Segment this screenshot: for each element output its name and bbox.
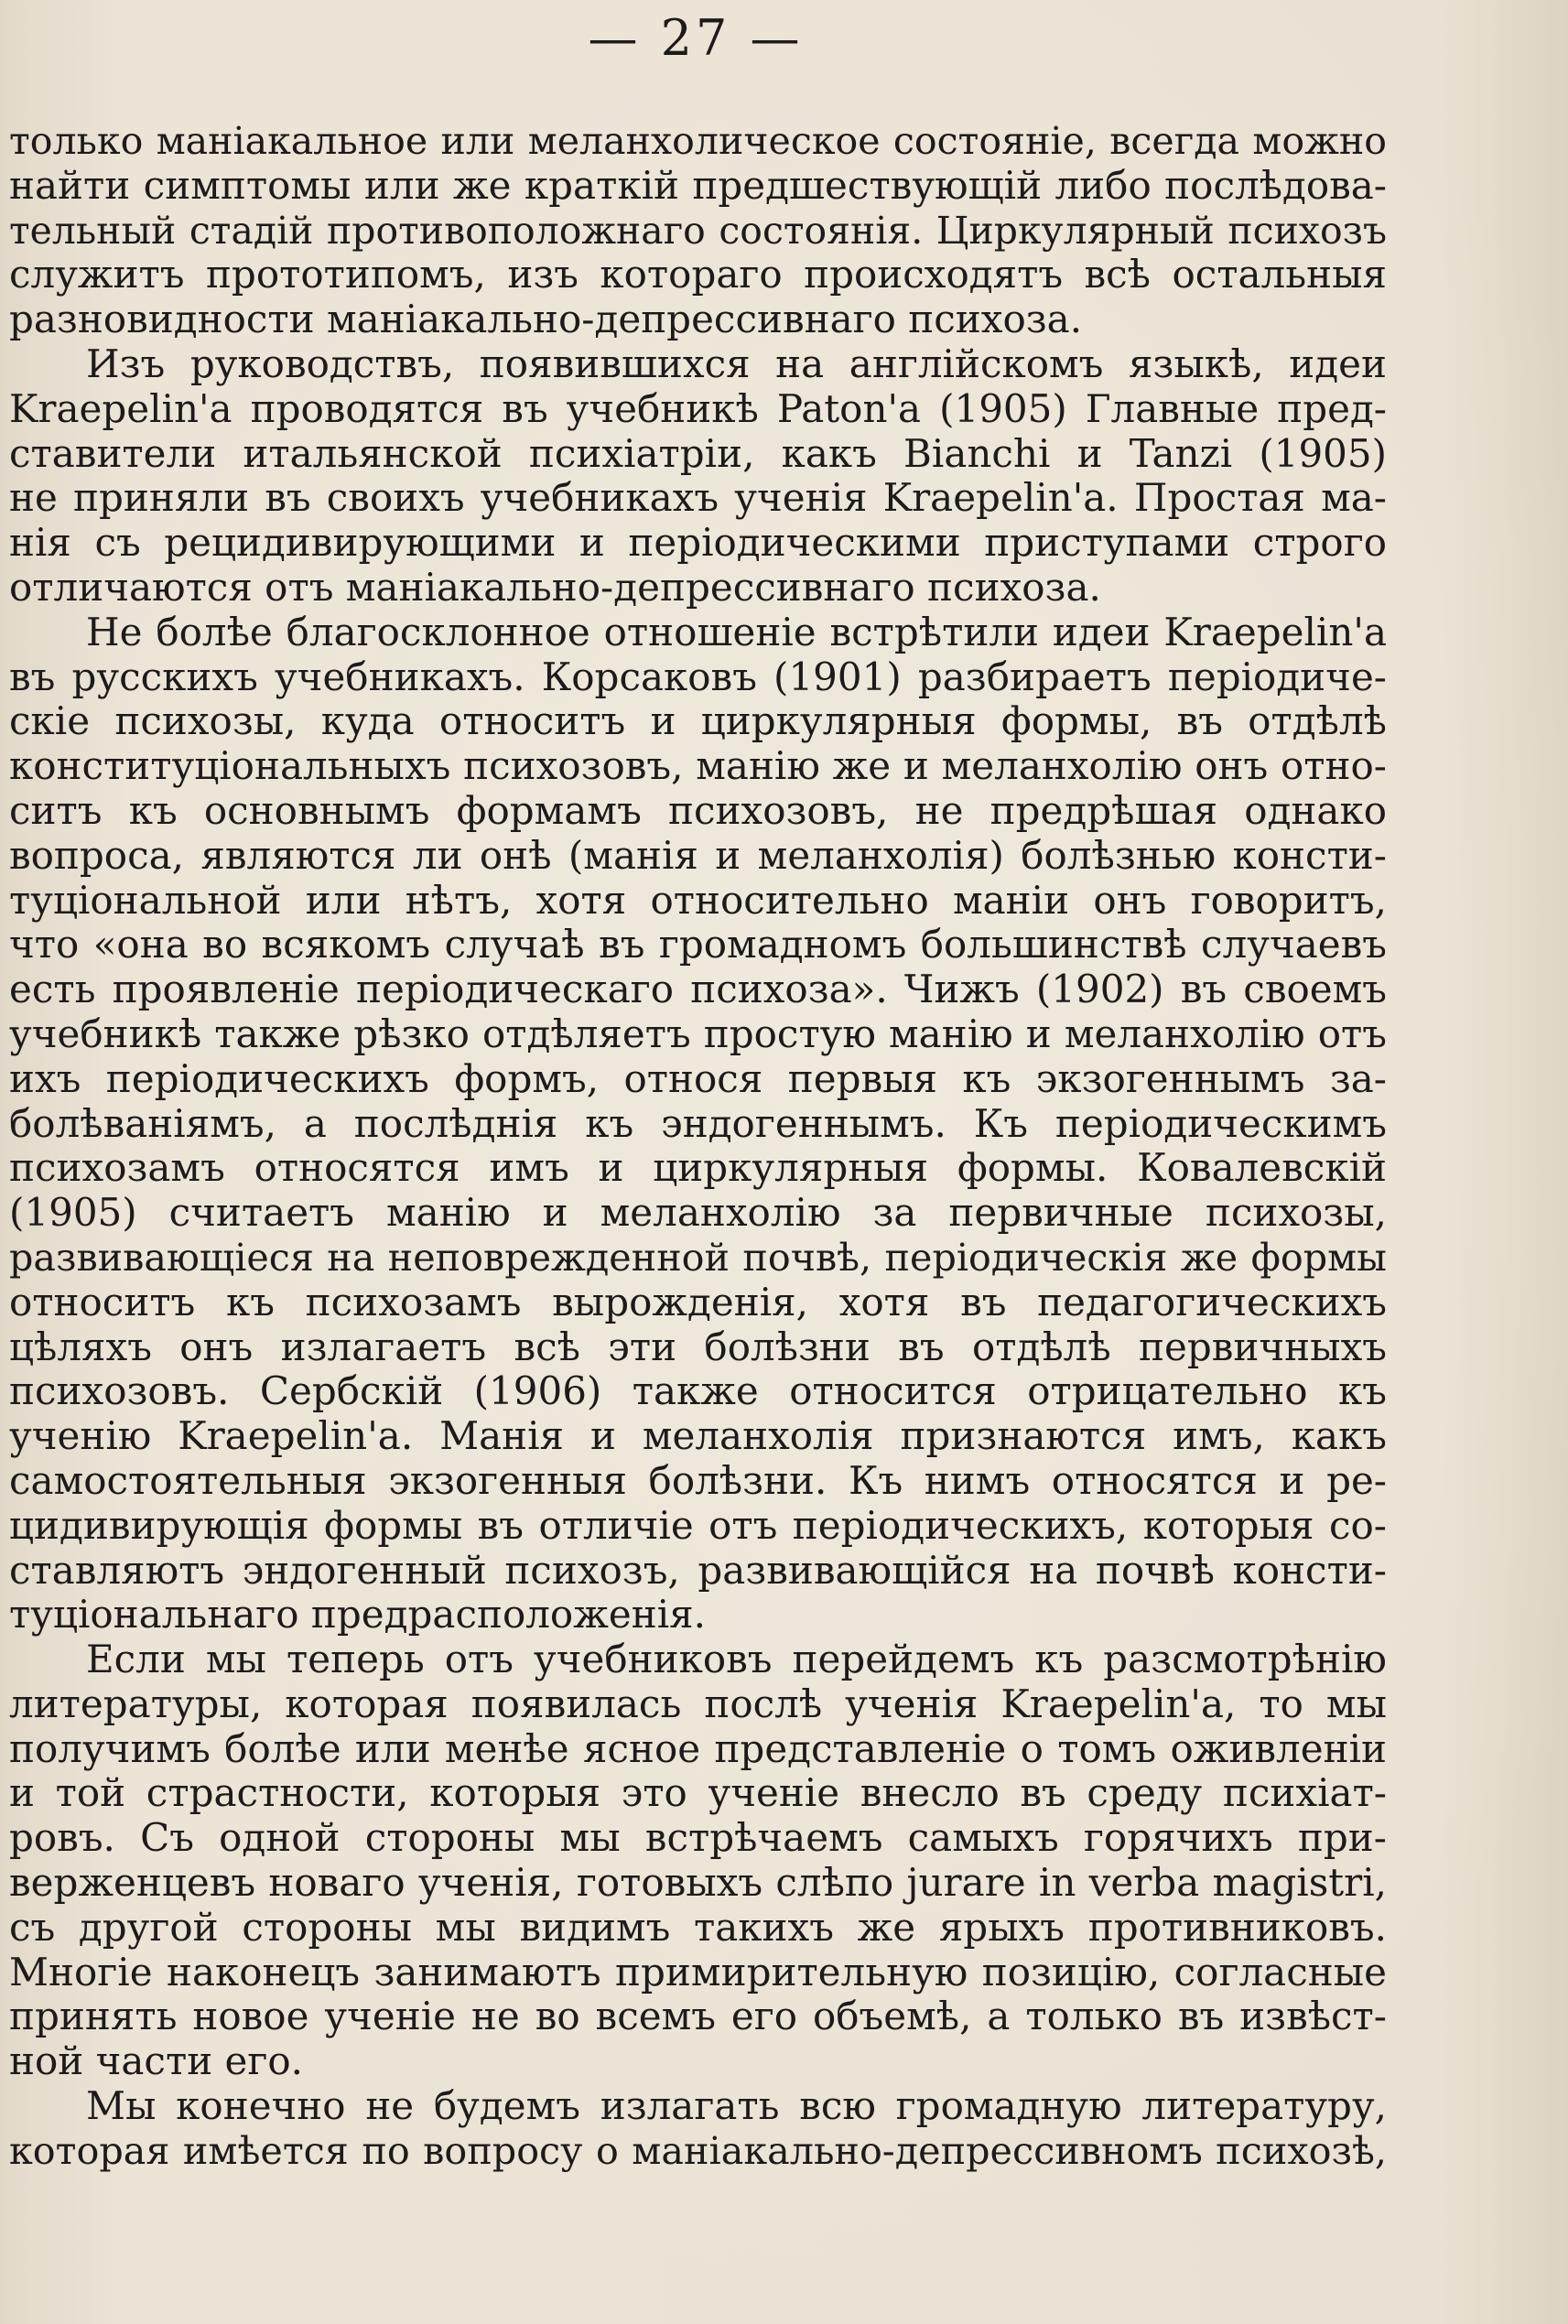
text-line: ихъ періодическихъ формъ, относя первыя къ экзогеннымъ за-	[9, 1055, 1387, 1101]
text-line: психозовъ. Сербскій (1906) также относится отрицательно къ	[9, 1368, 1387, 1414]
text-line: ровъ. Съ одной стороны мы встрѣчаемъ самыхъ горячихъ при-	[9, 1815, 1387, 1861]
text-line: служитъ прототипомъ, изъ котораго происходятъ всѣ остальныя	[9, 252, 1387, 297]
text-line: Многіе наконецъ занимаютъ примирительную позицію, согласные	[9, 1949, 1387, 1994]
text-line: развивающіеся на неповрежденной почвѣ, періодическія же формы	[9, 1235, 1387, 1280]
text-line: Мы конечно не будемъ излагать всю громадную литературу,	[86, 2083, 1387, 2129]
text-line: (1905) считаетъ манію и меланхолію за первичные психозы,	[9, 1190, 1387, 1236]
text-line: вопроса, являются ли онѣ (манія и меланхолія) болѣзнью консти-	[9, 832, 1387, 878]
text-line: въ русскихъ учебникахъ. Корсаковъ (1901) разбираетъ періодиче-	[9, 654, 1387, 699]
text-line: только маніакальное или меланхолическое состояніе, всегда можно	[9, 119, 1387, 163]
text-line: ставители итальянской психіатріи, какъ Bianchi и Tanzi (1905)	[9, 430, 1387, 476]
text-line: скіе психозы, куда относитъ и циркулярныя формы, въ отдѣлѣ	[9, 698, 1387, 744]
text-line: съ другой стороны мы видимъ такихъ же ярыхъ противниковъ.	[9, 1904, 1387, 1950]
text-line: литературы, которая появилась послѣ ученія Kraepelin'а, то мы	[9, 1681, 1387, 1726]
text-line: относитъ къ психозамъ вырожденія, хотя въ педагогическихъ	[9, 1279, 1387, 1324]
text-line: верженцевъ новаго ученія, готовыхъ слѣпо jurare in verba magistri,	[9, 1860, 1387, 1906]
paragraph	[9, 1638, 1387, 2084]
text-line: отличаются отъ маніакально-депрессивнаго психоза.	[9, 564, 1101, 610]
text-line: нія съ рецидивирующими и періодическими приступами строго	[9, 520, 1387, 566]
text-line: тельный стадій противоположнаго состоянія. Циркулярный психозъ	[9, 208, 1387, 253]
paragraph	[9, 119, 1387, 342]
text-line: болѣваніямъ, а послѣднія къ эндогеннымъ. Къ періодическимъ	[9, 1100, 1387, 1146]
page-number: — 27 —	[588, 9, 804, 67]
paragraph	[9, 2084, 1387, 2174]
body-text	[9, 119, 1387, 2174]
text-line: цѣляхъ онъ излагаетъ всѣ эти болѣзни въ отдѣлѣ первичныхъ	[9, 1324, 1387, 1369]
text-line: туціональнаго предрасположенія.	[9, 1592, 706, 1638]
text-line: цидивирующія формы въ отличіе отъ періодическихъ, которыя со-	[9, 1502, 1387, 1548]
text-line: и той страстности, которыя это ученіе внесло въ среду психіат-	[9, 1770, 1387, 1816]
text-line: принять новое ученіе не во всемъ его объемѣ, а только въ извѣст-	[9, 1994, 1387, 2039]
text-line: Если мы теперь отъ учебниковъ перейдемъ къ разсмотрѣнію	[86, 1637, 1387, 1682]
text-line: есть проявленіе періодическаго психоза». Чижъ (1902) въ своемъ	[9, 967, 1387, 1012]
text-line: найти симптомы или же краткій предшествующій либо послѣдова-	[9, 162, 1387, 208]
text-line: Не болѣе благосклонное отношеніе встрѣтили идеи Kraepelin'а	[86, 609, 1387, 654]
text-line: ситъ къ основнымъ формамъ психозовъ, не предрѣшая однако	[9, 787, 1387, 833]
text-line: ставляютъ эндогенный психозъ, развивающійся на почвѣ консти-	[9, 1547, 1387, 1593]
text-line: самостоятельныя экзогенныя болѣзни. Къ нимъ относятся и ре-	[9, 1457, 1387, 1503]
text-line: не приняли въ своихъ учебникахъ ученія Kraepelin'а. Простая ма-	[9, 475, 1387, 521]
text-line: получимъ болѣе или менѣе ясное представленіе о томъ оживленіи	[9, 1725, 1387, 1771]
text-line: психозамъ относятся имъ и циркулярныя формы. Ковалевскій	[9, 1145, 1387, 1191]
text-line: Kraepelin'а проводятся въ учебникѣ Paton'а (1905) Главные пред-	[9, 385, 1387, 431]
text-line: что «она во всякомъ случаѣ въ громадномъ большинствѣ случаевъ	[9, 922, 1387, 967]
text-line: туціональной или нѣтъ, хотя относительно маніи онъ говоритъ,	[9, 877, 1387, 923]
text-line: учебникѣ также рѣзко отдѣляетъ простую манію и меланхолію отъ	[9, 1011, 1387, 1056]
text-line: ученію Kraepelin'а. Манія и меланхолія признаются имъ, какъ	[9, 1413, 1387, 1459]
text-line: ной части его.	[9, 2038, 304, 2084]
text-line: Изъ руководствъ, появившихся на англійскомъ языкѣ, идеи	[86, 340, 1387, 386]
text-line: которая имѣется по вопросу о маніакально-депрессивномъ психозѣ,	[9, 2128, 1387, 2173]
paragraph	[9, 342, 1387, 611]
text-line: конституціональныхъ психозовъ, манію же и меланхолію онъ отно-	[9, 743, 1387, 789]
paragraph	[9, 611, 1387, 1638]
text-line: разновидности маніакально-депрессивнаго психоза.	[9, 297, 1083, 342]
